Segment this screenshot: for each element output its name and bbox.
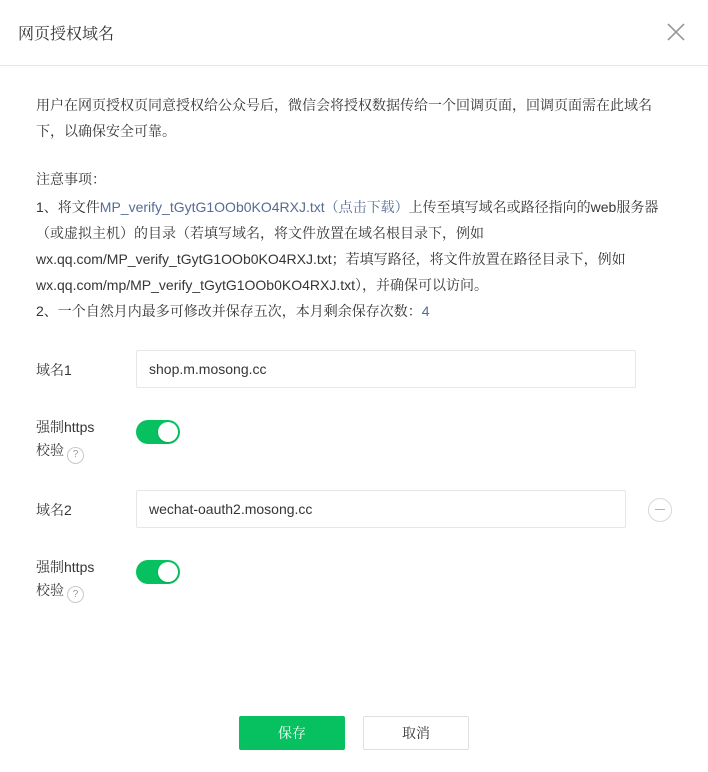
https-2-label-line1: 强制https: [36, 558, 95, 575]
domain-row-1: [36, 350, 672, 388]
dialog-body: [0, 66, 708, 603]
question-mark-icon[interactable]: ?: [67, 586, 84, 603]
notice-item-1-prefix: 1、将文件: [36, 199, 100, 215]
domain-2-label: 域名2: [36, 501, 72, 518]
minus-circle-icon[interactable]: [648, 498, 672, 522]
dialog-footer: [0, 716, 708, 750]
cancel-button[interactable]: 取消: [363, 716, 469, 750]
https-1-label: [36, 414, 136, 464]
minus-bar: [655, 509, 665, 510]
notice-item-2: [36, 298, 672, 324]
https-1-label-line2: 校验 ?: [36, 439, 136, 464]
https-row-2: [36, 554, 672, 604]
question-mark-icon[interactable]: ?: [67, 447, 84, 464]
verify-file-link[interactable]: MP_verify_tGytG1OOb0KO4RXJ.txt: [99, 199, 325, 215]
dialog-header: [0, 0, 708, 66]
https-2-toggle-knob: [158, 562, 178, 582]
download-link[interactable]: （点击下载）: [324, 199, 409, 215]
domain-2-input[interactable]: [136, 490, 626, 528]
remaining-save-count: 4: [421, 303, 430, 319]
https-2-toggle[interactable]: [136, 560, 180, 584]
https-1-toggle-knob: [158, 422, 178, 442]
https-1-label-line1: 强制https: [36, 419, 95, 435]
close-icon[interactable]: [662, 18, 690, 46]
domain-1-input[interactable]: [136, 350, 636, 388]
notice-title: 注意事项：: [36, 171, 106, 187]
https-1-toggle[interactable]: [136, 420, 180, 444]
notice-item-1-rest: 上传至填写域名或路径指向的web服务器（或虚拟主机）的目录（若填写域名，将文件放置在域名根目录下，例如wx.qq.com/MP_verify_tGytG1OOb0KO4RXJ.txt；若填写路径，将文件放置在路径目录下，例如wx.qq.com/mp/MP_verify_tGytG1OOb0KO4RXJ.txt），并确保可以访问。: [36, 199, 659, 293]
https-2-label: [36, 554, 136, 604]
https-row-1: [36, 414, 672, 464]
notice-item-1: [36, 194, 672, 298]
intro-text: 用户在网页授权页同意授权给公众号后，微信会将授权数据传给一个回调页面，回调页面需在此域名下，以确保安全可靠。: [36, 97, 652, 139]
domain-row-2: [36, 490, 672, 528]
domain-1-label: 域名1: [36, 362, 72, 378]
page-title: 网页授权域名: [18, 26, 115, 43]
notice-item-2-prefix: 2、一个自然月内最多可修改并保存五次，本月剩余保存次数：: [36, 303, 422, 319]
save-button[interactable]: 保存: [239, 716, 345, 750]
https-2-label-line2: 校验 ?: [36, 579, 136, 604]
